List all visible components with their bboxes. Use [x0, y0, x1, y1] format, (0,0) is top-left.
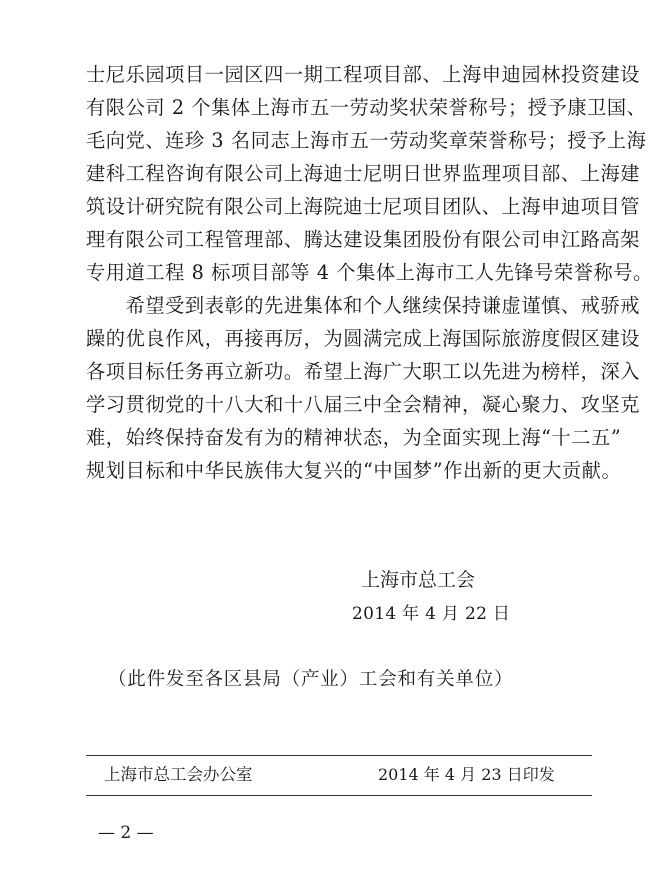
- body-line: 专用道工程 8 标项目部等 4 个集体上海市工人先锋号荣誉称号。: [86, 261, 653, 284]
- footer-bottom-rule: [86, 795, 592, 796]
- body-line: 毛向党、连珍 3 名同志上海市五一劳动奖章荣誉称号；授予上海: [86, 129, 647, 152]
- body-line: 难，始终保持奋发有为的精神状态，为全面实现上海“十二五”: [86, 426, 622, 449]
- body-line: 规划目标和中华民族伟大复兴的“中国梦”作出新的更大贡献。: [86, 459, 622, 482]
- footer-issue-date: 2014 年 4 月 23 日印发: [378, 765, 555, 784]
- body-line: 各项目标任务再立新功。希望上海广大职工以先进为榜样，深入: [86, 360, 641, 383]
- body-text: [86, 58, 653, 487]
- body-line: 士尼乐园项目一园区四一期工程项目部、上海申迪园林投资建设: [86, 63, 641, 86]
- distribution-note: （此件发至各区县局（产业）工会和有关单位）: [108, 669, 514, 690]
- footer-top-rule: [86, 755, 592, 756]
- body-line: 理有限公司工程管理部、腾达建设集团股份有限公司申江路高架: [86, 228, 641, 251]
- page-number: — 2 —: [98, 823, 154, 843]
- body-line: 学习贯彻党的十八大和十八届三中全会精神，凝心聚力、攻坚克: [86, 393, 641, 416]
- body-line: 建科工程咨询有限公司上海迪士尼明日世界监理项目部、上海建: [86, 162, 641, 185]
- body-line: 筑设计研究院有限公司上海院迪士尼项目团队、上海申迪项目管: [86, 195, 641, 218]
- body-line: 有限公司 2 个集体上海市五一劳动奖状荣誉称号；授予康卫国、: [86, 96, 647, 119]
- body-line: 希望受到表彰的先进集体和个人继续保持谦虚谨慎、戒骄戒: [86, 294, 641, 317]
- body-line: 躁的优良作风，再接再厉，为圆满完成上海国际旅游度假区建设: [86, 327, 641, 350]
- footer-issuer: 上海市总工会办公室: [104, 765, 253, 784]
- signature-date: 2014 年 4 月 22 日: [352, 604, 511, 624]
- signature-organization: 上海市总工会: [361, 569, 476, 591]
